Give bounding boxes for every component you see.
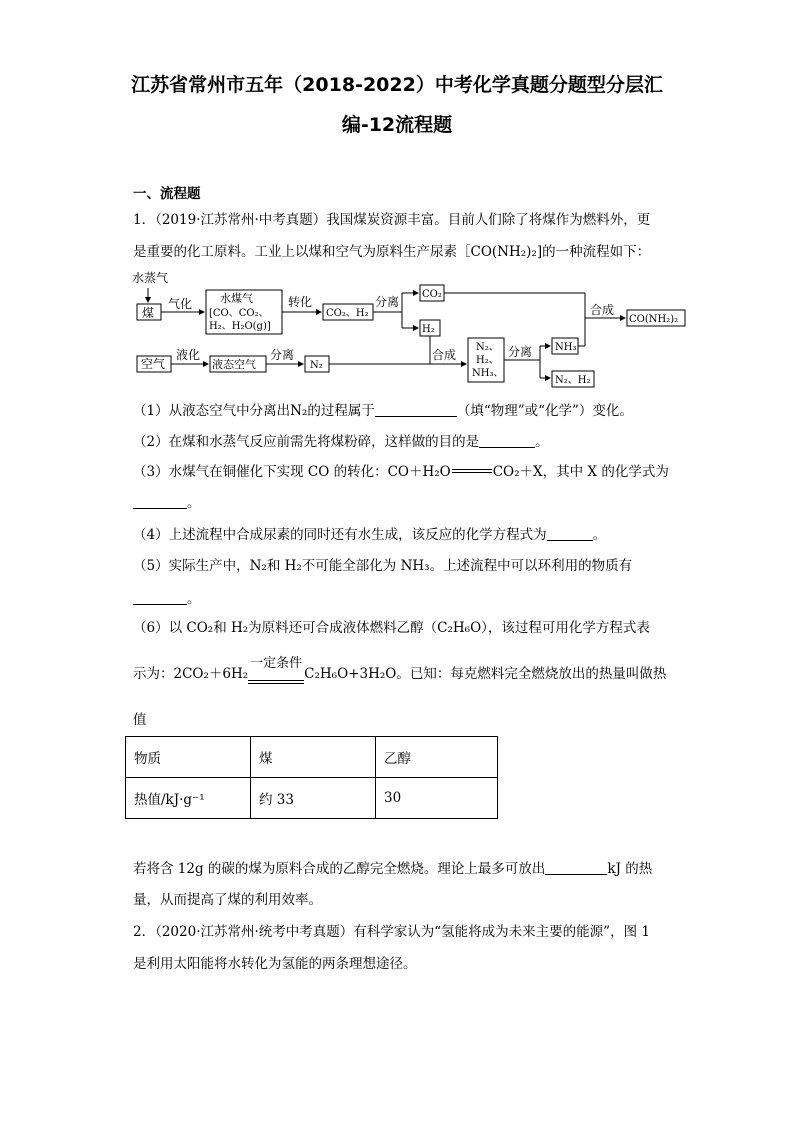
q1-part4-text: （4）上述流程中合成尿素的同时还有水生成，该反应的化学方程式为	[133, 527, 547, 543]
q1-part6-line2	[133, 656, 667, 684]
answer-blank-6	[545, 860, 607, 875]
label-water-gas-comp2: H₂、H₂O(g)]	[209, 321, 271, 332]
flow-diagram	[130, 268, 690, 393]
q1-part6-tail: C₂H₆O+3H₂O。已知：每克燃料完全燃烧放出的热量叫做热	[304, 666, 667, 682]
document-title-line2: 编-12流程题	[341, 114, 453, 136]
answer-blank-5	[133, 590, 187, 605]
q1-part2	[133, 433, 549, 452]
equation-bar	[452, 469, 492, 473]
q1-part4-tail: 。	[592, 527, 607, 543]
q2-line1: 2．（2020·江苏常州·统考中考真题）有科学家认为“氢能将成为未来主要的能源”，图 1	[133, 924, 650, 940]
q1-part3-line2	[133, 494, 201, 513]
label-air: 空气	[141, 357, 166, 371]
label-convert: 转化	[288, 295, 313, 309]
label-separate3: 分离	[508, 345, 533, 359]
q1-part6-line3: 值	[133, 712, 147, 728]
q1-part1	[133, 402, 633, 421]
q1-part3-tail: CO₂＋X，其中 X 的化学式为	[492, 464, 669, 480]
q1-part6-text: 示为：2CO₂＋6H₂	[133, 666, 249, 682]
q1-after-text: 若将含 12g 的碳的煤为原料合成的乙醇完全燃烧。理论上最多可放出	[133, 861, 546, 877]
q1-part1-text: （1）从液态空气中分离出N₂的过程属于	[133, 403, 375, 419]
label-nh3: NH₃	[555, 342, 577, 353]
answer-blank-1	[375, 402, 457, 417]
label-mix1: N₂、	[476, 342, 499, 353]
label-separate1: 分离	[375, 295, 400, 309]
label-water-vapor: 水蒸气	[132, 271, 169, 285]
table-header-substance: 物质	[126, 737, 251, 778]
q1-intro-line1: 1．（2019·江苏常州·中考真题）我国煤炭资源丰富。目前人们除了将煤作为燃料外，更	[133, 212, 651, 228]
label-water-gas-comp1: [CO、CO₂、	[209, 308, 269, 319]
q1-part1-tail: （填“物理”或“化学”）变化。	[456, 403, 633, 419]
q1-after-tail: kJ 的热	[607, 861, 653, 877]
q1-part3-end: 。	[187, 495, 201, 511]
label-n2: N₂	[310, 360, 323, 371]
reaction-condition	[248, 656, 304, 684]
label-liquid-air: 液态空气	[212, 358, 256, 371]
label-mix3: NH₃、	[472, 368, 504, 379]
document-title-line1: 江苏省常州市五年（2018-2022）中考化学真题分题型分层汇	[131, 74, 663, 96]
label-n2-h2: N₂、H₂	[555, 375, 591, 386]
q1-part5-end: 。	[187, 591, 201, 607]
q1-part3	[133, 464, 669, 482]
table-row	[126, 737, 498, 778]
label-gasify: 气化	[168, 297, 193, 311]
table-header-coal: 煤	[251, 737, 376, 778]
label-co2-h2: CO₂、H₂	[326, 308, 369, 319]
label-co2: CO₂	[422, 289, 442, 300]
q2-line2: 是利用太阳能将水转化为氢能的两条理想途径。	[133, 956, 417, 972]
q1-part2-text: （2）在煤和水蒸气反应前需先将煤粉碎，这样做的目的是	[133, 434, 480, 450]
label-synth2: 合成	[590, 303, 615, 317]
q1-part5-line1: （5）实际生产中，N₂和 H₂不可能全部化为 NH₃。上述流程中可以环利用的物质有	[133, 558, 633, 574]
label-water-gas: 水煤气	[220, 292, 253, 305]
section-heading: 一、流程题	[133, 186, 201, 202]
answer-blank-2	[479, 433, 535, 448]
q1-part5-line2	[133, 590, 201, 609]
q1-intro-line2: 是重要的化工原料。工业上以煤和空气为原料生产尿素［CO(NH₂)₂]的一种流程如下：	[133, 244, 651, 260]
table-row	[126, 778, 498, 819]
q1-part3-text: （3）水煤气在铜催化下实现 CO 的转化：CO＋H₂O	[133, 464, 451, 480]
label-separate2: 分离	[270, 348, 295, 362]
q1-part6-line1: （6）以 CO₂和 H₂为原料还可合成液体燃料乙醇（C₂H₆O），该过程可用化学方程式表	[133, 620, 650, 636]
q1-after-line1	[133, 860, 652, 879]
table-cell-ethanol-value: 30	[376, 778, 498, 819]
label-urea: CO(NH₂)₂	[629, 314, 679, 325]
label-mix2: H₂、	[476, 355, 499, 366]
heat-value-table	[125, 736, 498, 819]
answer-blank-3	[133, 494, 187, 509]
q1-after-line2: 量，从而提高了煤的利用效率。	[133, 892, 322, 908]
table-cell-coal-value: 约 33	[251, 778, 376, 819]
q1-part4	[133, 526, 606, 545]
table-cell-heat-value: 热值/kJ·g⁻¹	[126, 778, 251, 819]
reaction-condition-label: 一定条件	[250, 656, 303, 671]
table-header-ethanol: 乙醇	[376, 737, 498, 778]
label-liquefy: 液化	[176, 348, 201, 362]
label-synth1: 合成	[432, 348, 457, 362]
q1-part2-tail: 。	[535, 434, 549, 450]
label-h2: H₂	[422, 324, 435, 335]
answer-blank-4	[547, 526, 593, 541]
label-coal: 煤	[142, 306, 155, 320]
